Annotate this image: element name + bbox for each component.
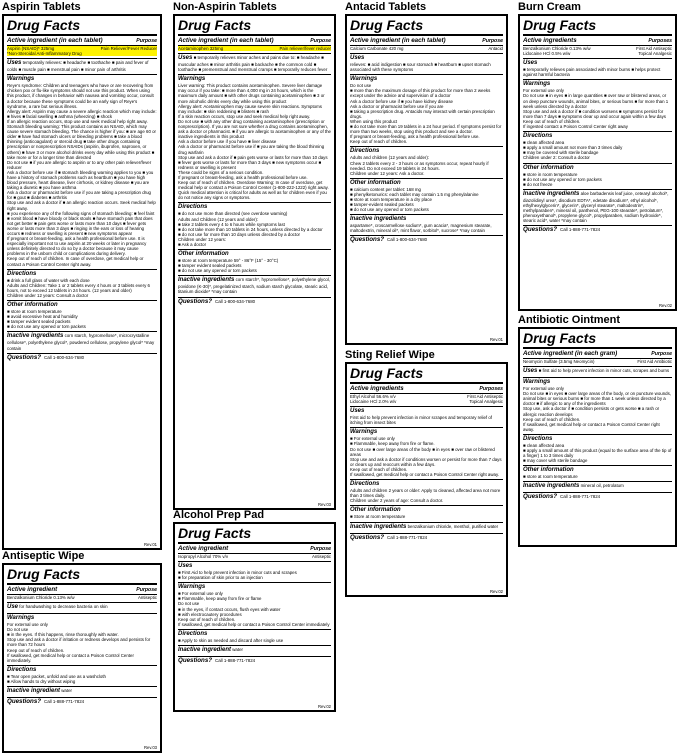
ingredient-name: Isopropyl Alcohol 70% v/v: [178, 554, 229, 559]
other-information-title: Other information: [523, 164, 574, 171]
inactive-ingredients-title: Inactive ingredient: [7, 688, 61, 695]
antiseptic-heading: Antiseptic Wipe: [2, 550, 85, 562]
purpose-title: Purpose: [136, 38, 157, 44]
inactive-ingredients-section: [178, 645, 331, 654]
questions-line: [178, 297, 331, 304]
antacid-heading: Antacid Tablets: [345, 1, 427, 13]
uses-text: ■ temporarily relieves minor aches and pains due to: ■ headache ■ muscular aches ■ minor arthritis pain ■ backache ■ the common cold ■ toothache ■ premenstrual and menstrual cramps ■ temporarily reduces fever: [178, 55, 328, 73]
directions-section: [178, 629, 331, 643]
antiseptic-drug-facts-panel: [2, 563, 162, 753]
directions-text: Adults and children (12 years and older): Chew 2 tablets every 2 - 3 hours or as symptoms occur, repeat hourly if needed. Do not exceed 19 tablets in 24 hours. Children under 12 years: Ask a doctor.: [350, 155, 489, 176]
ingredient-row: [7, 51, 157, 56]
questions-line: [350, 533, 503, 540]
directions-title: Directions: [178, 204, 208, 211]
questions-line: [7, 697, 157, 704]
directions-section: [350, 146, 503, 175]
revision-label: Rev.03: [318, 501, 331, 507]
ingredient-name: Calcium Carbonate 420 mg: [350, 46, 404, 51]
uses-title: Uses: [178, 563, 193, 570]
directions-section: [523, 434, 672, 463]
warnings-text: Reye's syndrome: Children and teenagers who have or are recovering from chicken pox or flu-like symptoms should not use this product. When using this product, if changes in behavior with nausea and vomiting occur, consult a doctor because these symptoms could be an early sign of Reye's syndrome, a rare but serious illness. Allergy alert: Aspirin may cause a severe allergic reaction which may include: ■ hives ■ facial swelling ■ asthma (wheezing) ■ shock If an allergic reaction occurs, stop use and seek medical help right away. Stomach bleeding warning: This product contains an NSAID, which may cause severe stomach bleeding. The chance is higher if you: ■ are age 60 or older ■ have had stomach ulcers or bleeding problems ■ take a blood thinning (anticoagulant) or steroid drug ■ take other drugs containing prescription or nonprescription NSAIDs (aspirin, ibuprofen, naproxen, or others) ■ have 3 or more alcohol drinks every day while using this product ■ take more or for a longer time than directed Do not use ■ if you are allergic to aspirin or to any other pain reliever/fever reducer Ask a doctor before use if ■ stomach bleeding warning applies to you ■ you have a history of stomach problems such as heartburn ■ you have high blood pressure, heart disease, liver cirrhosis, or kidney disease ■ you are taking a diuretic ■ you have asthma Ask a doctor or pharmacist before use if you are taking a prescription drug for ■ gout ■ diabetes ■ arthritis Stop use and ask a doctor if ■ an allergic reaction occurs. Seek medical help right away. ■ you experience any of the following signs of stomach bleeding: ■ feel faint ■ vomit blood ■ have bloody or black stools ■ have stomach pain that does not get better ■ pain gets worse or lasts more than 10 days ■ fever gets worse or lasts more than 3 days ■ ringing in the ears or loss of hearing occurs ■ redness or swelling is present ■ new symptoms appear If pregnant or breast-feeding, ask a health professional before use. It is especially important not to use aspirin at 20 weeks or later in pregnancy unless definitely directed to do so by a doctor because it may cause problems in the unborn child or complications during delivery. Keep out of reach of children. In case of overdose, get medical help or contact a Poison Control Center right away.: [7, 83, 157, 267]
other-information-section: [523, 163, 672, 187]
inactive-ingredients-text: corn starch, hypromellose*, microcrystalline cellulose*, polyethylene glycol*, powdered cellulose, propylene glycol* *may contain: [7, 333, 155, 351]
ingredient-name: Benzalkonium Chloride 0.13% w/w: [7, 595, 75, 600]
warnings-section: [350, 427, 503, 477]
purpose-title: Purposes: [479, 386, 503, 392]
uses-section: [350, 406, 503, 425]
ingredient-purpose: First Aid Antiseptic: [467, 394, 503, 399]
directions-title: Directions: [350, 481, 380, 488]
drug-facts-title: Drug Facts: [178, 525, 252, 541]
directions-text: ■ clean affected area ■ apply a small amount of this product (equal to the surface area of the tip of a finger) 1 to 3 times daily ■ may cover with sterile bandage: [523, 442, 672, 464]
warnings-title: Warnings: [7, 76, 35, 83]
active-ingredient-title: Active ingredient: [7, 586, 58, 593]
warnings-section: [523, 79, 672, 129]
directions-title: Directions: [178, 630, 208, 637]
burn-drug-facts-panel: [518, 14, 677, 311]
other-information-title: Other information: [7, 302, 58, 309]
purpose-title: Purpose: [310, 546, 331, 552]
uses-title: Uses: [178, 55, 193, 62]
antibiotic-heading: Antibiotic Ointment: [518, 314, 621, 326]
alcohol-drug-facts-panel: [173, 522, 336, 712]
purpose-title: Purpose: [651, 351, 672, 357]
active-ingredient-header: [523, 34, 672, 44]
inactive-ingredients-title: Inactive ingredients: [7, 333, 64, 340]
warnings-title: Warnings: [350, 429, 378, 436]
warnings-title: Warnings: [350, 76, 378, 83]
active-ingredient-title: Active ingredient (in each tablet): [350, 37, 446, 44]
other-information-text: ■ store in room temperature ■ do not use any opened or torn packets ■ do not freeze: [523, 171, 602, 187]
active-ingredient-header: [350, 382, 503, 392]
uses-title: Uses: [350, 408, 365, 415]
other-information-section: [178, 249, 331, 273]
uses-section: [7, 602, 157, 611]
uses-title: Uses: [7, 60, 22, 67]
directions-text: ■ do not use more than directed (see overdose warning) Adults and Children (12 years and older): ■ take 2 tablets every 4 to 6 hours while symptoms last ■ do not take more than 10 tablets in 24 hours, unless directed by a doctor ■ do not use for more than 10 days unless directed by a doctor Children under 12 years: ■ Ask a doctor: [178, 211, 323, 247]
directions-text: Adults and children 2 years or older: Apply to cleaned, affected area not more than 3 times daily. Children under 2 years of age: Consult a doctor.: [350, 488, 501, 504]
uses-text: ■ first aid to help prevent infection in minor cuts, scrapes and burns: [538, 368, 670, 374]
purpose-title: Purpose: [310, 38, 331, 44]
phone-number: Call 1-800-634-7680: [387, 237, 428, 243]
inactive-ingredients-text: benzalkonium chloride, menthol, purified water: [407, 523, 499, 529]
inactive-ingredients-title: Inactive ingredients: [350, 216, 407, 223]
warnings-section: [7, 74, 157, 266]
directions-text: ■ Apply to skin as needed and discard after single use: [178, 637, 284, 643]
ingredient-purpose: Topical Analgesic: [638, 51, 672, 57]
warnings-section: [350, 74, 503, 144]
uses-text: temporarily relieves: ■ headache ■ toothache ■ pain and fever of colds ■ muscle pain ■ menstrual pain ■ minor pain of arthritis: [7, 60, 149, 73]
uses-text: ■ First Aid to help prevent infection in minor cuts and scrapes ■ for preparation of skin prior to an injection: [178, 570, 297, 581]
ingredient-name: Aspirin (NSAID)* 325mg: [7, 46, 55, 51]
warnings-text: Do not use ■ more than the maximum dosage of this product for more than 2 weeks except under the advice and supervision of a doctor Ask a doctor before use if ■ you have kidney disease Ask a doctor or pharmacist before use if you are ■ taking a prescription drug. Antacids may interact with certain prescription drugs. When using this product ■ do not take more than 19 tablets in a 24 hour period. If symptoms persist for more than two weeks, stop using this product and see a doctor. If pregnant or breast-feeding, ask a health professional before use. Keep out of reach of children.: [350, 83, 502, 145]
alcohol-heading: Alcohol Prep Pad: [173, 509, 265, 521]
directions-title: Directions: [350, 148, 380, 155]
inactive-ingredients-text: aspartame*, croscarmellose sodium*, gum acacia*, magnesium stearate, maltodextrin, mineral oil*, mint flavor, sorbitol*, sucrose* *may contain: [350, 223, 492, 234]
questions-label: Questions?: [7, 353, 42, 361]
sting-heading: Sting Relief Wipe: [345, 349, 435, 361]
warnings-text: For external use only Do not use ■ in eyes ■ in large quantities ■ over raw or blistered areas, or on deep puncture wounds, animal bites, or serious burns ■ for more than 1 week unless directed by a doctor Stop use and ask a doctor if ■ condition worsens ■ symptoms persist for more than 7 days ■ symptoms clear up and occur again within a few days Keep out of reach of children. If ingested contact a Poison Control Center right away: [523, 88, 669, 130]
directions-text: ■ clean affected area ■ apply a small amount not more than 3 times daily ■ may be covered with sterile bandage Children under 2: Consult a doctor: [523, 140, 623, 161]
phone-number: Call 1-888-771-7824: [560, 227, 601, 233]
uses-section: [523, 366, 672, 375]
ingredient-purpose: First Aid Antiseptic: [636, 46, 672, 51]
active-ingredient-title: Active ingredients: [523, 37, 577, 44]
other-information-section: [350, 505, 503, 519]
other-information-section: [350, 178, 503, 212]
ingredient-name: Lidocaine HCl 2.0% w/v: [350, 399, 397, 405]
ingredient-name: *Non-Steroidal Anti-Inflammatory Drug: [7, 51, 82, 57]
other-information-title: Other information: [178, 251, 229, 258]
other-information-title: Other information: [523, 467, 574, 474]
drug-facts-title: Drug Facts: [523, 330, 597, 346]
ingredient-purpose: Topical Analgesic: [469, 399, 503, 405]
warnings-text: ■ For external use only ■ Flammable, keep away from fire or flame Do not use ■ in the eyes, if contact occurs, flush eyes with water ■ with electrocautery procedures Keep out of reach of children. If swallowed, get medical help or contact a Poison Control Center immediately: [178, 591, 330, 627]
ingredient-name: Ethyl Alcohol 56.6% v/v: [350, 394, 396, 399]
active-ingredient-header: [178, 542, 331, 552]
ingredient-purpose: Antiseptic: [137, 595, 157, 600]
directions-text: ■ drink a full glass of water with each dose Adults and Children: Take 1 or 2 tablets every 4 hours or 3 tablets every 6 hours, not to exceed 12 tablets in 24 hours. (12 years and older) Children under 12 years: Consult a doctor: [7, 277, 150, 298]
inactive-ingredients-text: aloe barbadensis leaf juice, cetearyl alcohol*, diazolidinyl urea*, disodium EDTA*, edetate disodium*, ethyl alcohol*, ethylhexylglycerin*, glycerin*, glyceryl stearate*, maltodextrin*, methylparaben*, mineral oil, panthenol, PEG-100 stearate*, petrolatum*, phenoxyethanol*, propylene glycol*, propylparaben, sodium hydroxide*, stearic acid*, water *may contain: [523, 190, 669, 224]
inactive-ingredients-text: corn starch*, hypromellose*, polyethylene glycol, povidone (K-30)*, pregelatinized starch, sodium starch glycolate, stearic acid, titanium dioxide* *may contain: [178, 277, 331, 295]
warnings-text: For external use only Do not use ■ in the eyes. If this happens, rinse thoroughly with water. Stop use and ask a doctor if irritation or redness develops and persists for more than 72 hours Keep out of reach of children. If swallowed, get medical help or contact a Poison Control Center immediately.: [7, 622, 151, 663]
questions-label: Questions?: [178, 297, 213, 305]
directions-title: Directions: [7, 666, 37, 673]
ingredient-row: [523, 358, 672, 364]
uses-text: First aid to help prevent infection in minor scrapes and temporary relief of itching from insect bites: [350, 415, 493, 426]
uses-text: relieves: ■ acid indigestion ■ sour stomach ■ heartburn ■ upset stomach associated with these symptoms: [350, 62, 491, 73]
antibiotic-drug-facts-panel: [518, 327, 677, 547]
warnings-text: Liver warning: This product contains acetaminophen. Severe liver damage may occur if you take: ■ more than 4,000 mg in 24 hours, which is the maximum daily amount ■ with other drugs containing acetaminophen ■ 3 or more alcoholic drinks every day while using this product Allergy alert: Acetaminophen may cause severe skin reactions. Symptoms may include: ■ skin reddening ■ blisters ■ rash If a skin reaction occurs, stop use and seek medical help right away. Do not use ■ with any other drug containing acetaminophen (prescription or nonprescription). If you are not sure whether a drug contains acetaminophen, ask a doctor or pharmacist. ■ if you are allergic to acetaminophen or any of the inactive ingredients in this product Ask a doctor before use if you have ■ liver disease Ask a doctor or pharmacist before use if ■ you are taking the blood thinning drug warfarin Stop use and ask a doctor if ■ pain gets worse or lasts for more than 10 days ■ fever gets worse or lasts for more than 3 days ■ new symptoms occur ■ redness or swelling is present These could be signs of a serious condition. If pregnant or breast-feeding, ask a health professional before use. Keep out of reach of children. Overdose Warning: In case of overdose, get medical help or contact a Poison Control Center (1-800-222-1222) right away. Quick medical attention is critical for adults as well as for children even if you do not notice any signs or symptoms.: [178, 83, 331, 201]
uses-title: Uses: [523, 60, 538, 67]
inactive-ingredients-title: Inactive ingredients: [178, 277, 235, 284]
warnings-text: For external use only Do not use ■ in eyes ■ over large areas of the body, or on puncture wounds, animal bites or serious burns ■ for more than 1 week unless directed by a doctor ■ if allergic to any of the ingredients Stop use, ask a doctor if ■ condition persists or gets worse ■ a rash or allergic reaction develops Keep out of reach of children. If swallowed, get medical help or contact a Poison Control Center right away.: [523, 386, 672, 432]
inactive-ingredients-section: [7, 686, 157, 695]
questions-label: Questions?: [178, 657, 213, 665]
uses-section: [350, 53, 503, 72]
inactive-ingredients-section: [350, 214, 503, 233]
revision-label: Rev.03: [144, 744, 157, 750]
drug-facts-title: Drug Facts: [7, 566, 81, 582]
inactive-ingredients-title: Inactive ingredient: [178, 647, 232, 654]
inactive-ingredients-section: [7, 331, 157, 350]
drug-facts-title: Drug Facts: [178, 17, 252, 33]
active-ingredient-header: [350, 34, 503, 44]
phone-number: Call 1-888-771-7824: [560, 494, 601, 500]
inactive-ingredients-text: water: [61, 688, 72, 694]
questions-label: Questions?: [350, 533, 385, 541]
uses-section: [178, 53, 331, 72]
purpose-title: Purposes: [648, 38, 672, 44]
phone-number: Call 1-888-771-7824: [387, 534, 428, 540]
inactive-ingredients-text: water: [232, 647, 243, 653]
ingredient-name: Acetaminophen 325mg: [178, 46, 224, 51]
questions-label: Questions?: [523, 493, 558, 501]
warnings-title: Warnings: [523, 379, 551, 386]
questions-label: Questions?: [523, 226, 558, 234]
warnings-section: [7, 613, 157, 663]
ingredient-name: Lidocaine HCl 0.5% w/w: [523, 51, 571, 57]
uses-section: [7, 58, 157, 72]
active-ingredient-header: [7, 583, 157, 593]
ingredient-row: [350, 45, 503, 51]
active-ingredient-title: Active ingredient: [178, 545, 229, 552]
revision-label: Rev.01: [144, 541, 157, 547]
phone-number: Call 1-800-634-7680: [44, 354, 85, 360]
ingredient-purpose: Antiseptic: [311, 554, 331, 559]
other-information-text: ■ store at room temperature 59° - 86°F (15° - 30°C) ■ tamper evident sealed packets ■ do not use any opened or torn packets: [178, 258, 279, 274]
inactive-ingredients-title: Inactive ingredients: [350, 523, 407, 530]
ingredient-purpose: Pain Reliever/Fever Reducer: [100, 46, 157, 51]
active-ingredient-title: Active ingredient (in each tablet): [178, 37, 274, 44]
revision-label: Rev.02: [318, 703, 331, 709]
warnings-title: Warnings: [523, 81, 551, 88]
other-information-text: ■ calcium content per tablet: 168 mg ■ phenylketonurics: each tablet may contain 1.5 mg phenylalanine ■ store at room temperature in a dry place ■ tamper-evident sealed packets ■ do not use any opened or torn packets: [350, 186, 479, 213]
warnings-title: Warnings: [178, 584, 206, 591]
directions-text: ■ Tear open packet, unfold and use as a washcloth ■ Allow hands to dry without wiping: [7, 673, 106, 684]
directions-section: [7, 665, 157, 684]
purpose-title: Purpose: [482, 38, 503, 44]
directions-title: Directions: [523, 435, 553, 442]
drug-facts-title: Drug Facts: [523, 17, 597, 33]
other-information-section: [7, 300, 157, 329]
burn-heading: Burn Cream: [518, 1, 581, 13]
questions-line: [7, 353, 157, 360]
aspirin-drug-facts-panel: [2, 14, 162, 550]
questions-line: [523, 225, 672, 232]
other-information-text: ■ store at room temperature: [523, 474, 578, 480]
nonaspirin-drug-facts-panel: [173, 14, 336, 510]
antacid-drug-facts-panel: [345, 14, 508, 345]
uses-section: [523, 58, 672, 77]
revision-label: Rev.01: [490, 336, 503, 342]
warnings-text: ■ For external use only ■ Flammable, keep away from fire or flame. Do not use ■ over large areas of the body ■ in eyes ■ over raw or blistered areas Stop use and ask a doctor if conditions worsen or persist for more than 7 days or clears up and reoccurs within a few days. Keep out of reach of children. If swallowed, get medical help or contact a Poison Control Center right away.: [350, 436, 502, 478]
active-ingredient-title: Active ingredients: [350, 385, 404, 392]
inactive-ingredients-section: [350, 522, 503, 531]
aspirin-heading: Aspirin Tablets: [2, 1, 81, 13]
ingredient-purpose: First Aid Antibiotic: [637, 359, 672, 364]
ingredient-row: [523, 51, 672, 56]
inactive-ingredients-section: [523, 189, 672, 223]
drug-facts-title: Drug Facts: [7, 17, 81, 33]
drug-facts-title: Drug Facts: [350, 17, 424, 33]
phone-number: Call 1-888-771-7824: [44, 699, 85, 705]
revision-label: Rev.02: [490, 588, 503, 594]
inactive-ingredients-text: mineral oil, petrolatum: [580, 483, 624, 489]
warnings-section: [523, 377, 672, 432]
uses-title: Use: [7, 604, 19, 611]
other-information-title: Other information: [350, 507, 401, 514]
uses-section: [178, 561, 331, 580]
nonaspirin-heading: Non-Aspirin Tablets: [173, 1, 277, 13]
directions-title: Directions: [523, 133, 553, 140]
warnings-title: Warnings: [7, 615, 35, 622]
ingredient-purpose: Antacid: [488, 46, 503, 51]
questions-line: [178, 656, 331, 663]
other-information-title: Other information: [350, 179, 401, 186]
inactive-ingredients-title: Inactive ingredients: [523, 190, 580, 197]
ingredient-name: Neomycin Sulfate (3.5mg Neomycin): [523, 359, 595, 364]
warnings-title: Warnings: [178, 76, 206, 83]
inactive-ingredients-title: Inactive ingredients: [523, 483, 580, 490]
directions-section: [178, 202, 331, 247]
other-information-section: [523, 465, 672, 479]
uses-title: Uses: [523, 368, 538, 375]
warnings-section: [178, 582, 331, 627]
purpose-title: Purpose: [136, 587, 157, 593]
directions-section: [7, 269, 157, 298]
questions-line: [523, 492, 672, 499]
other-information-text: ■ Store at room temperature: [350, 514, 406, 520]
directions-title: Directions: [7, 270, 37, 277]
active-ingredient-title: Active ingredient (in each tablet): [7, 37, 103, 44]
inactive-ingredients-section: [178, 275, 331, 294]
uses-text: ■ temporarily relieves pain associated with minor burns ■ helps protect against harmful bacteria: [523, 67, 661, 78]
drug-facts-title: Drug Facts: [350, 365, 424, 381]
questions-line: [350, 235, 503, 242]
active-ingredient-title: Active ingredient (in each gram): [523, 350, 618, 357]
sting-drug-facts-panel: [345, 362, 508, 597]
questions-label: Questions?: [7, 698, 42, 706]
ingredient-row: [178, 553, 331, 559]
ingredient-row: [7, 594, 157, 600]
phone-number: Call 1-800-634-7680: [215, 298, 256, 304]
active-ingredient-header: [7, 34, 157, 44]
phone-number: Call 1-888-771-7824: [215, 658, 256, 664]
ingredient-name: Benzalkonium Chloride 0.13% w/w: [523, 46, 591, 51]
uses-text: for handwashing to decrease bacteria on skin: [19, 604, 108, 610]
directions-section: [523, 131, 672, 160]
inactive-ingredients-section: [523, 481, 672, 490]
ingredient-row: [178, 45, 331, 51]
active-ingredient-header: [523, 347, 672, 357]
directions-section: [350, 479, 503, 503]
questions-label: Questions?: [350, 236, 385, 244]
ingredient-row: [350, 399, 503, 404]
active-ingredient-header: [178, 34, 331, 44]
other-information-text: ■ store at room temperature ■ avoid excessive heat and humidity ■ tamper evident sealed packets ■ do not use any opened or torn packets: [7, 309, 86, 330]
warnings-section: [178, 74, 331, 200]
ingredient-purpose: Pain reliever/fever reducer: [279, 46, 331, 51]
uses-title: Uses: [350, 55, 365, 62]
revision-label: Rev.02: [659, 302, 672, 308]
